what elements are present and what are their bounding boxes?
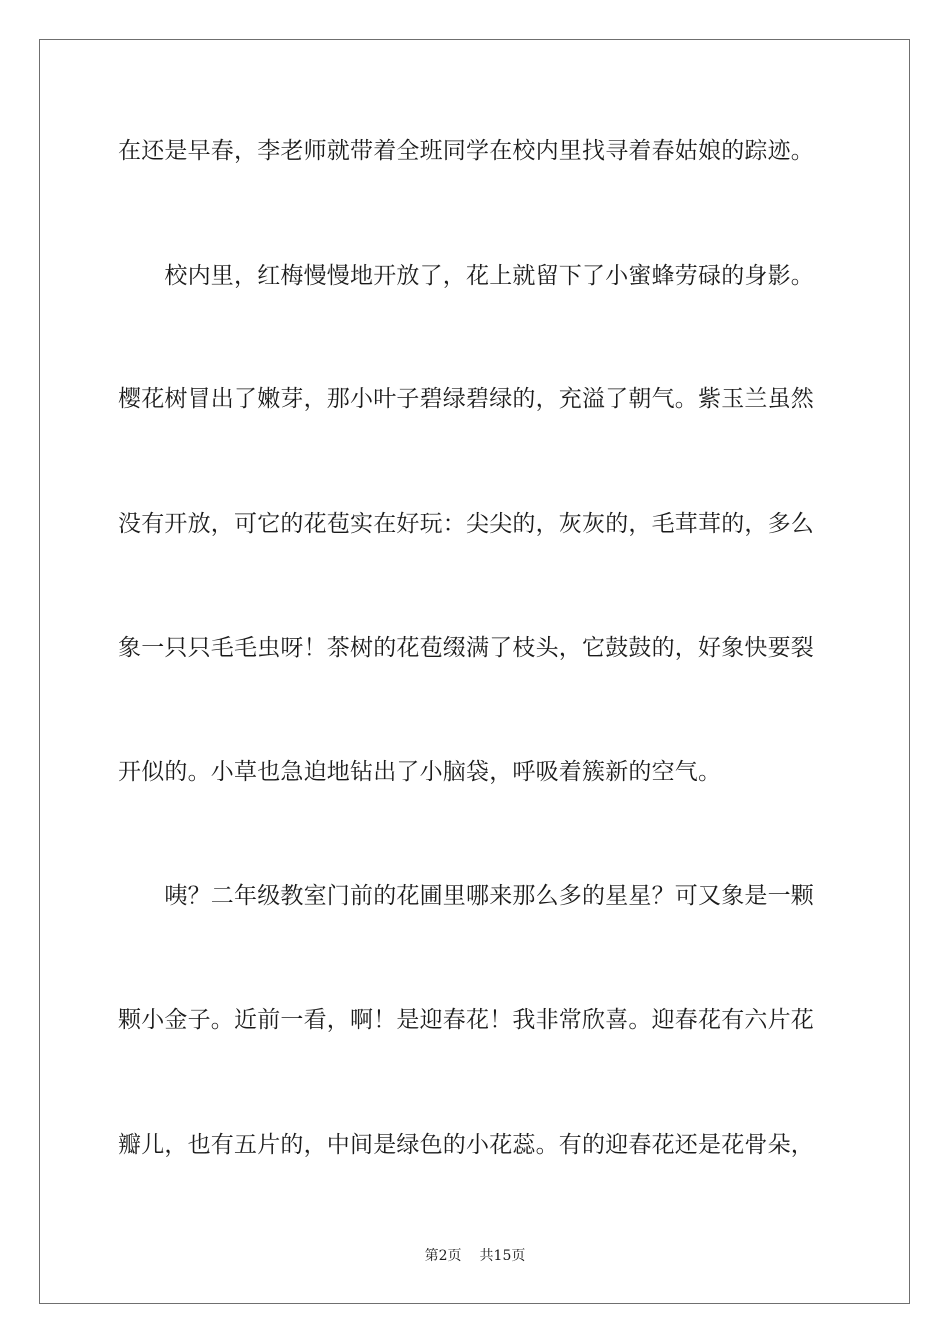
text-line: 瓣儿，也有五片的，中间是绿色的小花蕊。有的迎春花还是花骨朵， xyxy=(118,1132,814,1158)
text-line: 校内里，红梅慢慢地开放了，花上就留下了小蜜蜂劳碌的身影。 xyxy=(118,263,814,289)
text-line: 颗小金子。近前一看，啊！是迎春花！我非常欣喜。迎春花有六片花 xyxy=(118,1007,814,1033)
page-number: 第2页 xyxy=(424,1248,462,1264)
text-line: 象一只只毛毛虫呀！茶树的花苞缀满了枝头，它鼓鼓的，好象快要裂 xyxy=(118,635,814,661)
page-total: 共15页 xyxy=(479,1248,526,1264)
text-line: 咦？二年级教室门前的花圃里哪来那么多的星星？可又象是一颗 xyxy=(118,883,814,909)
text-line: 樱花树冒出了嫩芽，那小叶子碧绿碧绿的，充溢了朝气。紫玉兰虽然 xyxy=(118,386,814,412)
text-line: 没有开放，可它的花苞实在好玩：尖尖的，灰灰的，毛茸茸的，多么 xyxy=(118,511,814,537)
page-footer xyxy=(0,1247,950,1265)
page-border xyxy=(39,39,910,1304)
text-line: 在还是早春，李老师就带着全班同学在校内里找寻着春姑娘的踪迹。 xyxy=(118,138,814,164)
text-line: 开似的。小草也急迫地钻出了小脑袋，呼吸着簇新的空气。 xyxy=(118,759,722,785)
